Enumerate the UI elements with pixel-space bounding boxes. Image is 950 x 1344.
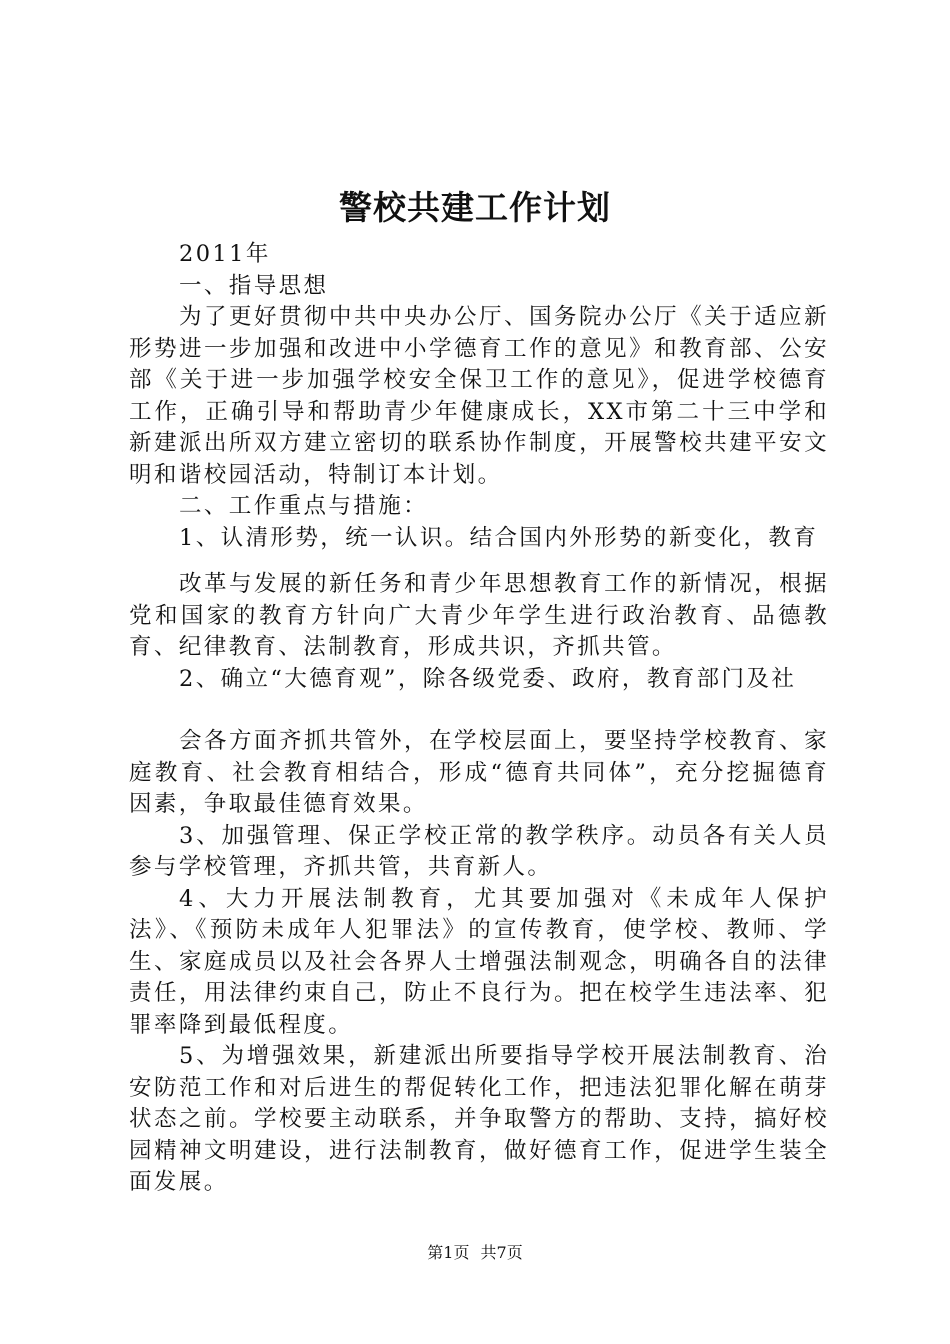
page-footer [0,1242,950,1264]
body-block-1 [129,239,829,554]
year-line: 2011年 [179,241,271,267]
item1-tail: 改革与发展的新任务和青少年思想教育工作的新情况，根据党和国家的教育方针向广大青少年学生进行政治教育、品德教育、纪律教育、法制教育，形成共识，齐抓共管。 [129,571,829,660]
item1-head: 1、认清形势，统一认识。结合国内外形势的新变化，教育 [179,524,819,551]
item2-head: 2、确立“大德育观”，除各级党委、政府，教育部门及社 [179,665,797,692]
item3-paragraph: 3、加强管理、保正学校正常的教学秩序。动员各有关人员参与学校管理，齐抓共管，共育新人。 [129,822,829,880]
body-block-2 [129,569,829,695]
section2-heading: 二、工作重点与措施： [179,493,429,519]
page-total: 共7页 [480,1243,523,1262]
section1-heading: 一、指导思想 [179,272,329,299]
body-block-3 [129,726,829,1199]
item2-tail: 会各方面齐抓共管外，在学校层面上，要坚持学校教育、家庭教育、社会教育相结合，形成“德育共同体”，充分挖掘德育因素，争取最佳德育效果。 [129,728,829,817]
item4-paragraph: 4、大力开展法制教育，尤其要加强对《未成年人保护法》、《预防未成年人犯罪法》的宣传教育，使学校、教师、学生、家庭成员以及社会各界人士增强法制观念，明确各自的法律责任，用法律约束自己，防止不良行为。把在校学生违法率、犯罪率降到最低程度。 [129,885,829,1038]
page-number: 第1页 [427,1243,470,1262]
section1-paragraph: 为了更好贯彻中共中央办公厅、国务院办公厅《关于适应新形势进一步加强和改进中小学德育工作的意见》和教育部、公安部《关于进一步加强学校安全保卫工作的意见》，促进学校德育工作，正确引导和帮助青少年健康成长，XX市第二十三中学和新建派出所双方建立密切的联系协作制度，开展警校共建平安文明和谐校园活动，特制订本计划。 [129,304,829,488]
document-title: 警校共建工作计划 [339,188,611,227]
item5-paragraph: 5、为增强效果，新建派出所要指导学校开展法制教育、治安防范工作和对后进生的帮促转化工作，把违法犯罪化解在萌芽状态之前。学校要主动联系，并争取警方的帮助、支持，搞好校园精神文明建设，进行法制教育，做好德育工作，促进学生装全面发展。 [129,1043,829,1195]
